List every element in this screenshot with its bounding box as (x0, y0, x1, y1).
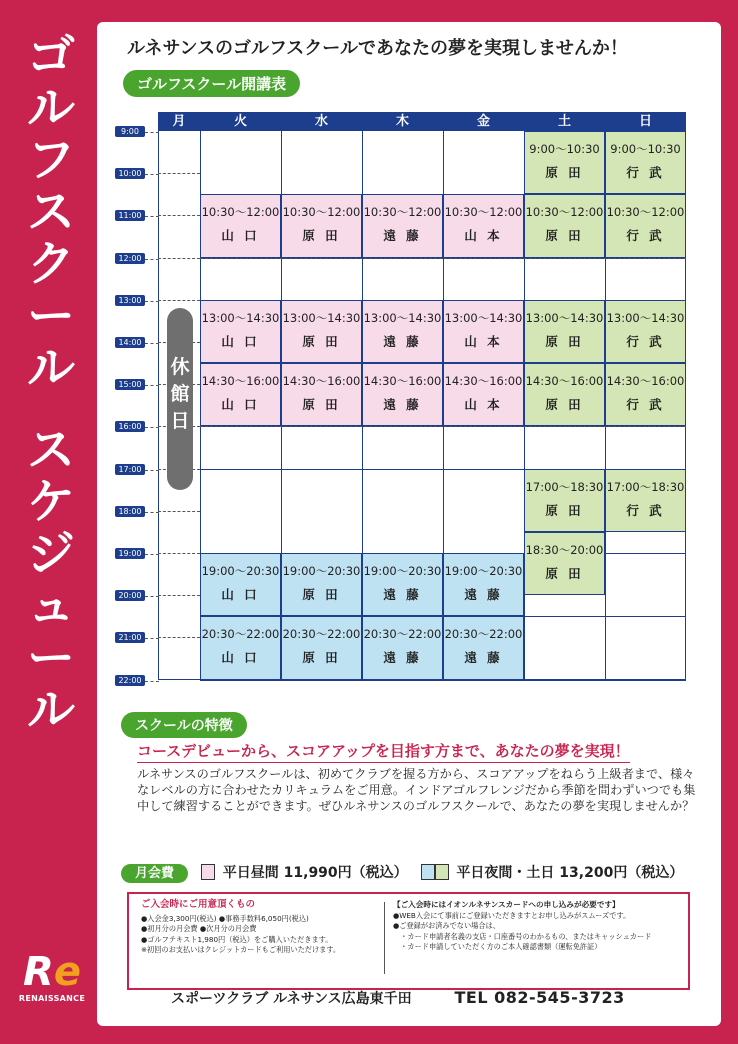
hour-line (158, 215, 200, 216)
slot-instructor: 原 田 (302, 650, 341, 666)
slot-instructor: 遠 藤 (383, 397, 422, 413)
day-header: 日 (605, 112, 686, 131)
class-slot (362, 363, 443, 426)
class-slot (443, 194, 524, 257)
slot-instructor: 原 田 (545, 228, 584, 244)
slot-instructor: 山 口 (221, 397, 260, 413)
day-header: 火 (200, 112, 281, 131)
class-slot (200, 553, 281, 616)
side-title-char: ス (26, 184, 75, 240)
slot-time: 13:00〜14:30 (282, 310, 361, 325)
info-divider (384, 902, 385, 974)
side-title-char: ー (26, 630, 75, 686)
class-slot (281, 616, 362, 679)
time-tick (145, 427, 159, 428)
slot-instructor: 遠 藤 (383, 650, 422, 666)
closed-day-badge (167, 308, 193, 490)
slot-instructor: 山 口 (221, 587, 260, 602)
row-separator (200, 680, 686, 681)
slot-instructor: 山 本 (464, 397, 503, 413)
slot-instructor: 遠 藤 (383, 228, 422, 244)
time-label: 21:00 (115, 632, 145, 643)
schedule-grid (158, 112, 686, 680)
class-slot (605, 363, 686, 426)
slot-time: 9:00〜10:30 (610, 142, 681, 156)
logo-mark-icon: Re (23, 949, 81, 995)
card-info (393, 900, 683, 953)
day-header: 金 (443, 112, 524, 131)
fee-weekday-night: 平日夜間・土日 13,200円（税込） (456, 865, 684, 881)
time-label: 18:00 (115, 506, 145, 517)
hour-line (158, 637, 200, 638)
slot-time: 20:30〜22:00 (201, 627, 280, 642)
fees-row (121, 862, 683, 884)
side-title-char: ー (26, 288, 75, 344)
fee-weekday-day: 平日昼間 11,990円（税込） (222, 865, 408, 881)
slot-time: 10:30〜12:00 (282, 205, 361, 220)
hour-line (158, 595, 200, 596)
time-tick (145, 638, 159, 639)
side-title-char: ゴ (26, 28, 75, 84)
time-label: 22:00 (115, 675, 145, 686)
slot-time: 14:30〜16:00 (282, 374, 361, 389)
slot-time: 14:30〜16:00 (201, 374, 280, 389)
slot-time: 14:30〜16:00 (363, 374, 442, 389)
time-label: 16:00 (115, 421, 145, 432)
slot-time: 10:30〜12:00 (525, 205, 604, 220)
slot-instructor: 行 武 (626, 502, 665, 518)
class-slot (524, 300, 605, 363)
class-slot (524, 194, 605, 257)
time-tick (145, 174, 159, 175)
slot-time: 10:30〜12:00 (444, 205, 523, 220)
time-tick (145, 681, 159, 682)
time-tick (145, 470, 159, 471)
club-name: スポーツクラブ ルネサンス広島東千田 (171, 991, 412, 1007)
side-title-char: ジ (26, 526, 75, 582)
slot-instructor: 山 口 (221, 650, 260, 666)
class-slot (443, 616, 524, 679)
slot-instructor: 原 田 (545, 565, 584, 581)
main-panel (97, 22, 721, 1026)
dashed-separator (200, 258, 686, 259)
required-item: ●入会金3,300円(税込) ●事務手数料6,050円(税込) (141, 913, 309, 923)
slot-instructor: 行 武 (626, 228, 665, 244)
slot-instructor: 行 武 (626, 397, 665, 413)
slot-instructor: 遠 藤 (383, 333, 422, 349)
slot-instructor: 遠 藤 (464, 650, 503, 666)
slot-time: 17:00〜18:30 (606, 479, 685, 494)
class-slot (524, 363, 605, 426)
time-label: 17:00 (115, 464, 145, 475)
slot-instructor: 山 口 (221, 333, 260, 349)
side-title-char: ル (26, 682, 75, 738)
slot-time: 10:30〜12:00 (201, 205, 280, 220)
slot-instructor: 原 田 (302, 397, 341, 413)
time-tick (145, 343, 159, 344)
class-slot (524, 469, 605, 532)
time-label: 9:00 (115, 126, 145, 137)
required-item: ●初月分の月会費 ●次月分の月会費 (141, 924, 257, 933)
slot-time: 13:00〜14:30 (606, 310, 685, 325)
slot-instructor: 遠 藤 (383, 587, 422, 602)
day-header: 土 (524, 112, 605, 131)
slot-time: 14:30〜16:00 (606, 374, 685, 389)
slot-time: 17:00〜18:30 (525, 479, 604, 494)
slot-instructor: 遠 藤 (464, 587, 503, 602)
card-info-line: ・カード申請していただく方のご本人確認書類（運転免許証） (393, 942, 602, 951)
class-slot (524, 532, 605, 595)
class-slot (605, 131, 686, 194)
day-header: 月 (158, 112, 200, 131)
time-tick (145, 512, 159, 513)
time-label: 19:00 (115, 548, 145, 559)
class-slot (443, 300, 524, 363)
time-tick (145, 132, 159, 133)
time-label: 20:00 (115, 590, 145, 601)
features-heading: スクールの特徴 (121, 712, 247, 738)
features-text: ルネサンスのゴルフスクールは、初めてクラブを握る方から、スコアアップをねらう上級者まで、様々なレベルの方に合わせたカリキュラムをご用意。インドアゴルフレンジだから季節を問わずいつでも集中して練習することができます。ぜひルネサンスのゴルフスクールで、あなたの夢を実現しませんか？ (137, 767, 696, 813)
day-header: 木 (362, 112, 443, 131)
closed-day-char: 館 (170, 383, 190, 405)
fees-heading: 月会費 (121, 864, 188, 883)
slot-time: 19:00〜20:30 (444, 564, 523, 578)
slot-instructor: 行 武 (626, 165, 665, 180)
slot-time: 14:30〜16:00 (525, 374, 604, 389)
card-info-line: ●ご登録がお済みでない場合は、 (393, 921, 500, 930)
closed-day-char: 休 (170, 356, 190, 378)
side-title-char (22, 394, 80, 424)
logo-name: RENAISSANCE (18, 994, 86, 1003)
time-label: 13:00 (115, 295, 145, 306)
class-slot (281, 553, 362, 616)
class-slot (281, 363, 362, 426)
slot-instructor: 山 本 (464, 228, 503, 244)
class-slot (200, 194, 281, 257)
slot-instructor: 山 口 (221, 228, 260, 244)
side-title-char: フ (26, 132, 75, 188)
dashed-separator (200, 426, 686, 427)
slot-instructor: 原 田 (545, 165, 584, 180)
card-info-title: 【ご入会時にはイオンルネサンスカードへの申し込みが必要です】 (393, 900, 620, 909)
class-slot (200, 300, 281, 363)
slot-time: 13:00〜14:30 (363, 310, 442, 325)
slot-time: 20:30〜22:00 (282, 627, 361, 642)
class-slot (362, 300, 443, 363)
hour-line (158, 173, 200, 174)
slot-instructor: 原 田 (302, 333, 341, 349)
slot-time: 13:00〜14:30 (201, 310, 280, 325)
side-title-char: ル (26, 80, 75, 136)
slot-time: 20:30〜22:00 (444, 627, 523, 642)
blue-swatch-icon (421, 864, 435, 880)
time-label: 14:00 (115, 337, 145, 348)
hour-line (158, 553, 200, 554)
side-title-char: ケ (26, 474, 75, 530)
slot-instructor: 山 本 (464, 333, 503, 349)
class-slot (200, 363, 281, 426)
class-slot (443, 553, 524, 616)
class-slot (605, 469, 686, 532)
time-tick (145, 259, 159, 260)
class-slot (362, 194, 443, 257)
class-slot (281, 194, 362, 257)
slot-time: 13:00〜14:30 (444, 310, 523, 325)
day-header: 水 (281, 112, 362, 131)
headline: ルネサンスのゴルフスクールであなたの夢を実現しませんか！ (127, 38, 628, 59)
time-tick (145, 596, 159, 597)
time-tick (145, 385, 159, 386)
class-slot (362, 553, 443, 616)
slot-instructor: 行 武 (626, 333, 665, 349)
card-info-line: ●WEB入会にて事前にご登録いただきますとお申し込みがスムーズです。 (393, 910, 631, 920)
footer (171, 988, 625, 1008)
class-slot (362, 616, 443, 679)
enrollment-info-box (127, 892, 690, 990)
slot-time: 19:00〜20:30 (282, 564, 361, 578)
slot-time: 13:00〜14:30 (525, 310, 604, 325)
class-slot (524, 131, 605, 194)
class-slot (443, 363, 524, 426)
time-label: 11:00 (115, 210, 145, 221)
class-slot (605, 194, 686, 257)
slot-time: 10:30〜12:00 (606, 205, 685, 220)
slot-instructor: 原 田 (545, 502, 584, 518)
slot-time: 20:30〜22:00 (363, 627, 442, 642)
slot-time: 19:00〜20:30 (363, 564, 442, 578)
slot-instructor: 原 田 (545, 397, 584, 413)
class-slot (281, 300, 362, 363)
side-title-char: ル (26, 340, 75, 396)
class-slot (200, 616, 281, 679)
time-label: 12:00 (115, 253, 145, 264)
required-items-title: ご入会時にご用意頂くもの (141, 899, 256, 910)
time-label: 15:00 (115, 379, 145, 390)
time-tick (145, 554, 159, 555)
side-title-char: ス (26, 422, 75, 478)
required-item: ●ゴルフテキスト1,980円（税込）をご購入いただきます。 (141, 934, 333, 944)
slot-instructor: 原 田 (545, 333, 584, 349)
time-tick (145, 301, 159, 302)
features-subhead: コースデビューから、スコアアップを目指す方まで、あなたの夢を実現！ (137, 740, 630, 763)
schedule-heading: ゴルフスクール開講表 (123, 70, 300, 97)
side-title-char: ク (26, 236, 75, 292)
slot-instructor: 原 田 (302, 228, 341, 244)
phone-number: TEL 082-545-3723 (454, 988, 625, 1007)
card-info-line: ・カード申請者名義の支店・口座番号のわかるもの、またはキャッシュカード (393, 931, 652, 941)
slot-time: 9:00〜10:30 (529, 142, 600, 156)
hour-line (158, 258, 200, 259)
slot-time: 14:30〜16:00 (444, 374, 523, 389)
time-tick (145, 216, 159, 217)
time-label: 10:00 (115, 168, 145, 179)
class-slot (605, 300, 686, 363)
slot-instructor: 原 田 (302, 587, 341, 602)
green-swatch-icon (435, 864, 449, 880)
required-item: ※初回のお支払いはクレジットカードもご利用いただけます。 (141, 945, 341, 954)
hour-line (158, 300, 200, 301)
side-title (22, 30, 80, 736)
side-title-char: ュ (26, 578, 75, 634)
slot-time: 19:00〜20:30 (201, 564, 280, 578)
renaissance-logo (18, 950, 86, 1003)
closed-day-char: 日 (170, 410, 190, 432)
slot-time: 18:30〜20:00 (525, 542, 604, 557)
pink-swatch-icon (201, 864, 215, 880)
required-items (141, 900, 381, 956)
hour-line (158, 511, 200, 512)
slot-time: 10:30〜12:00 (363, 205, 442, 220)
